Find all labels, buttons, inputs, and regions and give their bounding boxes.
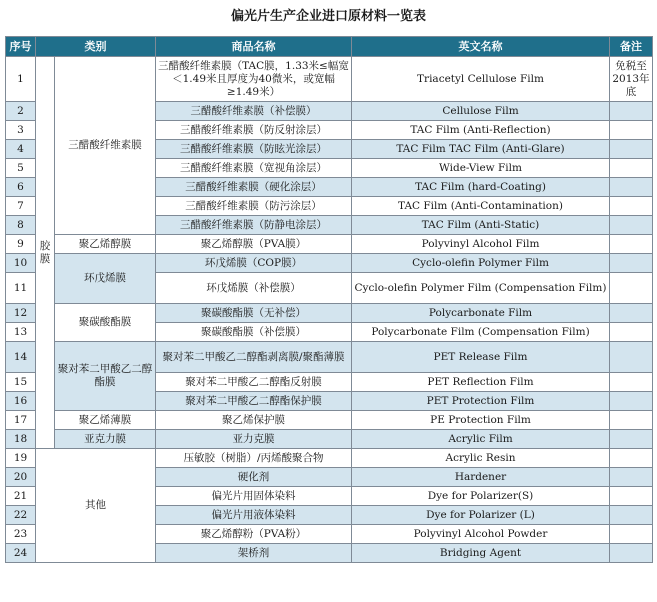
note: [610, 487, 653, 506]
header-product: 商品名称: [156, 37, 352, 57]
row-number: 22: [6, 506, 36, 525]
group-pva: 聚乙烯醇膜: [55, 235, 156, 254]
row-number: 4: [6, 140, 36, 159]
product-name: 三醋酸纤维素膜（防静电涂层）: [156, 216, 352, 235]
group-cop: 环戊烯膜: [55, 254, 156, 304]
english-name: PET Reflection Film: [352, 373, 610, 392]
header-row: [6, 37, 653, 57]
english-name: Polycarbonate Film (Compensation Film): [352, 323, 610, 342]
english-name: TAC Film (Anti-Reflection): [352, 121, 610, 140]
group-tac: 三醋酸纤维素膜: [55, 57, 156, 235]
row-number: 12: [6, 304, 36, 323]
row-number: 5: [6, 159, 36, 178]
product-name: 三醋酸纤维素膜（防污涂层）: [156, 197, 352, 216]
table-row: [6, 235, 653, 254]
row-number: 9: [6, 235, 36, 254]
row-number: 15: [6, 373, 36, 392]
product-name: 偏光片用固体染料: [156, 487, 352, 506]
row-number: 3: [6, 121, 36, 140]
group-acrylic: 亚克力膜: [55, 430, 156, 449]
header-english: 英文名称: [352, 37, 610, 57]
row-number: 14: [6, 342, 36, 373]
header-note: 备注: [610, 37, 653, 57]
english-name: Acrylic Film: [352, 430, 610, 449]
row-number: 19: [6, 449, 36, 468]
product-name: 偏光片用液体染料: [156, 506, 352, 525]
english-name: PE Protection Film: [352, 411, 610, 430]
product-name: 聚乙烯醇膜（PVA膜）: [156, 235, 352, 254]
row-number: 7: [6, 197, 36, 216]
import-materials-table: [5, 36, 653, 563]
note: [610, 121, 653, 140]
row-number: 6: [6, 178, 36, 197]
note: [610, 525, 653, 544]
product-name: 三醋酸纤维素膜（TAC膜，1.33米≤幅宽＜1.49米且厚度为40微米，或宽幅≥1.49米）: [156, 57, 352, 102]
english-name: Dye for Polarizer(S): [352, 487, 610, 506]
product-name: 聚对苯二甲酸乙二醇酯剥离膜/聚酯薄膜: [156, 342, 352, 373]
product-name: 压敏胶（树脂）/丙烯酸聚合物: [156, 449, 352, 468]
note: [610, 323, 653, 342]
group-pe: 聚乙烯薄膜: [55, 411, 156, 430]
row-number: 18: [6, 430, 36, 449]
english-name: Bridging Agent: [352, 544, 610, 563]
product-name: 架桥剂: [156, 544, 352, 563]
note: [610, 159, 653, 178]
note: [610, 430, 653, 449]
note: [610, 254, 653, 273]
english-name: PET Release Film: [352, 342, 610, 373]
page-title: 偏光片生产企业进口原材料一览表: [230, 9, 426, 24]
note: [610, 392, 653, 411]
english-name: Cyclo-olefin Polymer Film: [352, 254, 610, 273]
product-name: 三醋酸纤维素膜（宽视角涂层）: [156, 159, 352, 178]
note: [610, 216, 653, 235]
product-name: 环戊烯膜（COP膜）: [156, 254, 352, 273]
english-name: PET Protection Film: [352, 392, 610, 411]
row-number: 8: [6, 216, 36, 235]
row-number: 24: [6, 544, 36, 563]
product-name: 聚乙烯醇粉（PVA粉）: [156, 525, 352, 544]
table-row: [6, 57, 653, 102]
english-name: TAC Film TAC Film (Anti-Glare): [352, 140, 610, 159]
note: 免税至2013年底: [610, 57, 653, 102]
english-name: Wide-View Film: [352, 159, 610, 178]
table-row: [6, 304, 653, 323]
english-name: Polyvinyl Alcohol Film: [352, 235, 610, 254]
product-name: 聚对苯二甲酸乙二醇酯反射膜: [156, 373, 352, 392]
row-number: 2: [6, 102, 36, 121]
note: [610, 468, 653, 487]
row-number: 21: [6, 487, 36, 506]
note: [610, 342, 653, 373]
note: [610, 373, 653, 392]
product-name: 硬化剂: [156, 468, 352, 487]
product-name: 亚力克膜: [156, 430, 352, 449]
group-pc: 聚碳酸酯膜: [55, 304, 156, 342]
group-film: 胶膜: [36, 57, 55, 449]
product-name: 聚乙烯保护膜: [156, 411, 352, 430]
english-name: TAC Film (hard-Coating): [352, 178, 610, 197]
product-name: 三醋酸纤维素膜（硬化涂层）: [156, 178, 352, 197]
product-name: 环戊烯膜（补偿膜）: [156, 273, 352, 304]
product-name: 三醋酸纤维素膜（补偿膜）: [156, 102, 352, 121]
table-row: [6, 449, 653, 468]
table-row: [6, 342, 653, 373]
table-row: [6, 430, 653, 449]
row-number: 23: [6, 525, 36, 544]
english-name: Polyvinyl Alcohol Powder: [352, 525, 610, 544]
table-row: [6, 411, 653, 430]
note: [610, 304, 653, 323]
table-row: [6, 254, 653, 273]
note: [610, 449, 653, 468]
note: [610, 273, 653, 304]
product-name: 三醋酸纤维素膜（防反射涂层）: [156, 121, 352, 140]
english-name: TAC Film (Anti-Static): [352, 216, 610, 235]
product-name: 聚碳酸酯膜（无补偿）: [156, 304, 352, 323]
header-seq: 序号: [6, 37, 36, 57]
note: [610, 544, 653, 563]
note: [610, 197, 653, 216]
english-name: Acrylic Resin: [352, 449, 610, 468]
english-name: TAC Film (Anti-Contamination): [352, 197, 610, 216]
note: [610, 178, 653, 197]
english-name: Triacetyl Cellulose Film: [352, 57, 610, 102]
group-pet: 聚对苯二甲酸乙二醇酯膜: [55, 342, 156, 411]
note: [610, 411, 653, 430]
english-name: Cellulose Film: [352, 102, 610, 121]
english-name: Polycarbonate Film: [352, 304, 610, 323]
product-name: 聚碳酸酯膜（补偿膜）: [156, 323, 352, 342]
header-category: 类别: [36, 37, 156, 57]
group-other: 其他: [36, 449, 156, 563]
row-number: 10: [6, 254, 36, 273]
english-name: Cyclo-olefin Polymer Film (Compensation Film): [352, 273, 610, 304]
product-name: 三醋酸纤维素膜（防眩光涂层）: [156, 140, 352, 159]
note: [610, 140, 653, 159]
note: [610, 102, 653, 121]
row-number: 11: [6, 273, 36, 304]
row-number: 17: [6, 411, 36, 430]
row-number: 20: [6, 468, 36, 487]
note: [610, 506, 653, 525]
english-name: Hardener: [352, 468, 610, 487]
note: [610, 235, 653, 254]
row-number: 16: [6, 392, 36, 411]
row-number: 1: [6, 57, 36, 102]
product-name: 聚对苯二甲酸乙二醇酯保护膜: [156, 392, 352, 411]
row-number: 13: [6, 323, 36, 342]
english-name: Dye for Polarizer (L): [352, 506, 610, 525]
